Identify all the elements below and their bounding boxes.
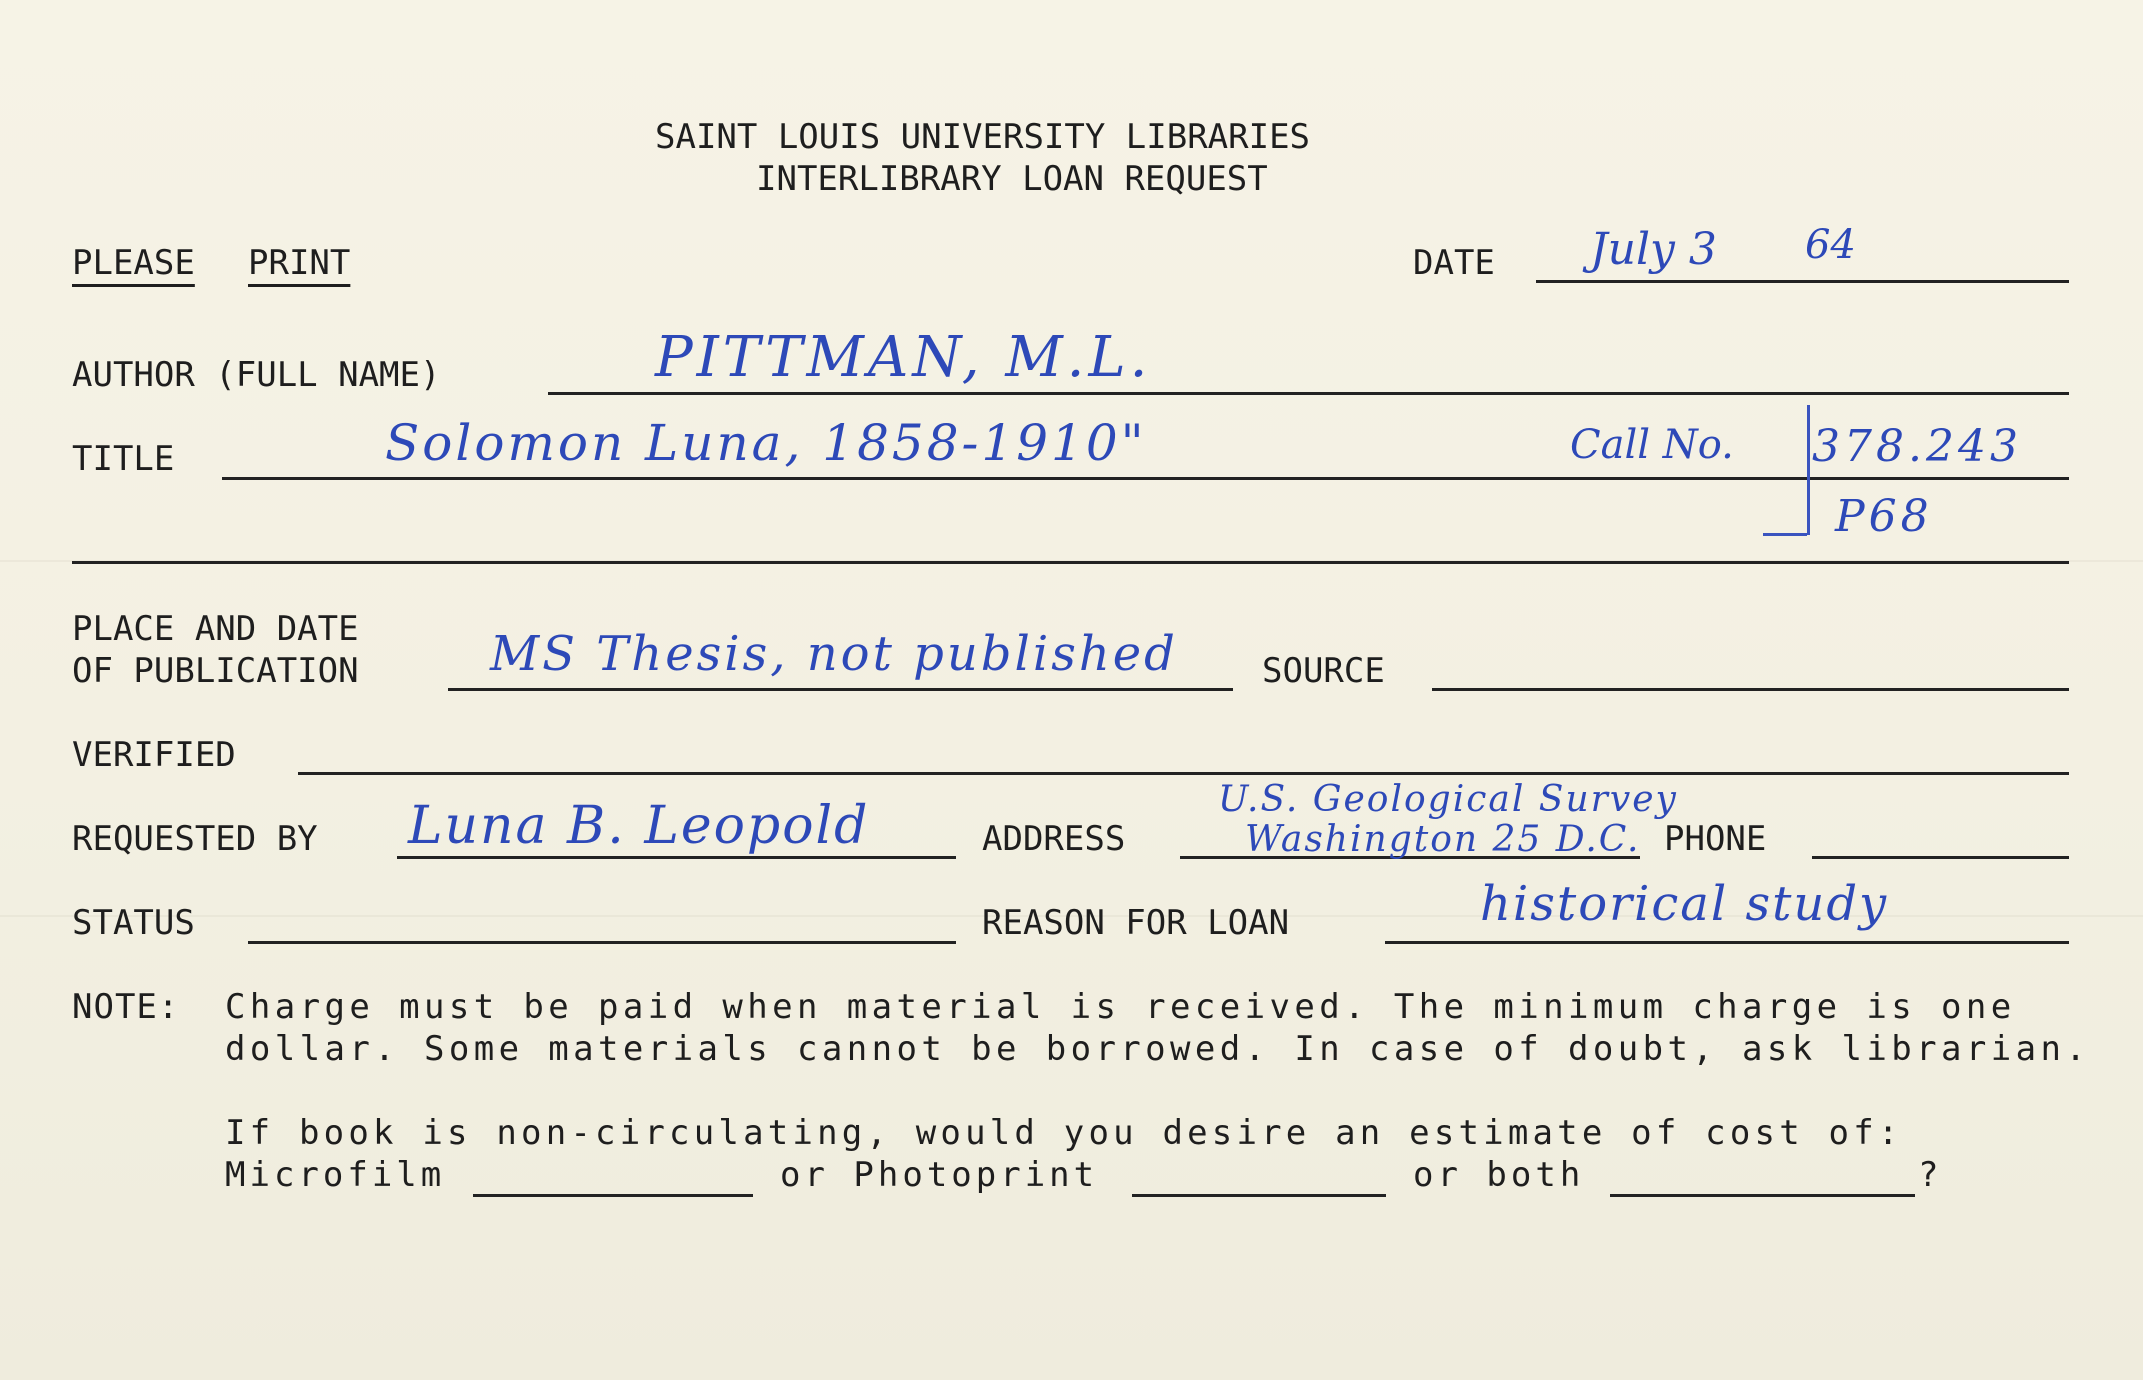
microfilm-line[interactable]	[473, 1194, 753, 1197]
both-line[interactable]	[1610, 1194, 1915, 1197]
source-line[interactable]	[1432, 688, 2069, 691]
date-label: DATE	[1413, 243, 1495, 283]
publication-value[interactable]: MS Thesis, not published	[490, 626, 1178, 682]
please-label: PLEASE	[72, 243, 195, 283]
verified-line[interactable]	[298, 772, 2069, 775]
reason-line[interactable]	[1385, 941, 2069, 944]
reason-label: REASON FOR LOAN	[982, 903, 1290, 943]
requested-by-line[interactable]	[397, 856, 956, 859]
call-number-line1[interactable]: 378.243	[1812, 421, 2022, 472]
requested-by-value[interactable]: Luna B. Leopold	[408, 796, 870, 856]
place-label-line2: OF PUBLICATION	[72, 651, 359, 691]
publication-line[interactable]	[448, 688, 1233, 691]
address-label: ADDRESS	[982, 819, 1126, 859]
reason-value[interactable]: historical study	[1480, 876, 1889, 932]
author-line[interactable]	[548, 392, 2069, 395]
title-value[interactable]: Solomon Luna, 1858-1910"	[385, 414, 1147, 472]
status-label: STATUS	[72, 903, 195, 943]
call-number-bracket-foot	[1763, 533, 1807, 536]
date-year-value[interactable]: 64	[1805, 222, 1856, 268]
phone-label: PHONE	[1664, 819, 1767, 859]
both-label: or both	[1413, 1155, 1585, 1195]
title-label: TITLE	[72, 439, 175, 479]
estimate-question: If book is non-circulating, would you desire an estimate of cost of:	[225, 1113, 1903, 1153]
requested-by-label: REQUESTED BY	[72, 819, 318, 859]
note-line2: dollar. Some materials cannot be borrowed. In case of doubt, ask librarian.	[225, 1029, 2091, 1069]
question-mark: ?	[1918, 1155, 1939, 1195]
print-label: PRINT	[248, 243, 351, 283]
title-line[interactable]	[222, 477, 2069, 480]
address-value-line1[interactable]: U.S. Geological Survey	[1218, 779, 1678, 820]
date-value[interactable]: July 3	[1590, 224, 1717, 275]
note-label: NOTE:	[72, 987, 180, 1027]
microfilm-label: Microfilm	[225, 1155, 446, 1195]
photoprint-line[interactable]	[1132, 1194, 1386, 1197]
status-line[interactable]	[248, 941, 956, 944]
phone-line[interactable]	[1812, 856, 2069, 859]
call-number-bracket	[1807, 405, 1810, 535]
form-title: INTERLIBRARY LOAN REQUEST	[756, 159, 1268, 199]
author-value[interactable]: PITTMAN, M.L.	[655, 325, 1152, 390]
call-number-label: Call No.	[1570, 422, 1734, 468]
author-label: AUTHOR (FULL NAME)	[72, 355, 441, 395]
title-second-line[interactable]	[72, 561, 2069, 564]
address-value-line2[interactable]: Washington 25 D.C.	[1245, 819, 1641, 860]
source-label: SOURCE	[1262, 651, 1385, 691]
photoprint-label: or Photoprint	[780, 1155, 1099, 1195]
note-line1: Charge must be paid when material is received. The minimum charge is one	[225, 987, 2016, 1027]
date-line[interactable]	[1536, 280, 2069, 283]
institution-heading: SAINT LOUIS UNIVERSITY LIBRARIES	[655, 117, 1311, 157]
place-label-line1: PLACE AND DATE	[72, 609, 359, 649]
call-number-line2[interactable]: P68	[1835, 491, 1933, 542]
verified-label: VERIFIED	[72, 735, 236, 775]
